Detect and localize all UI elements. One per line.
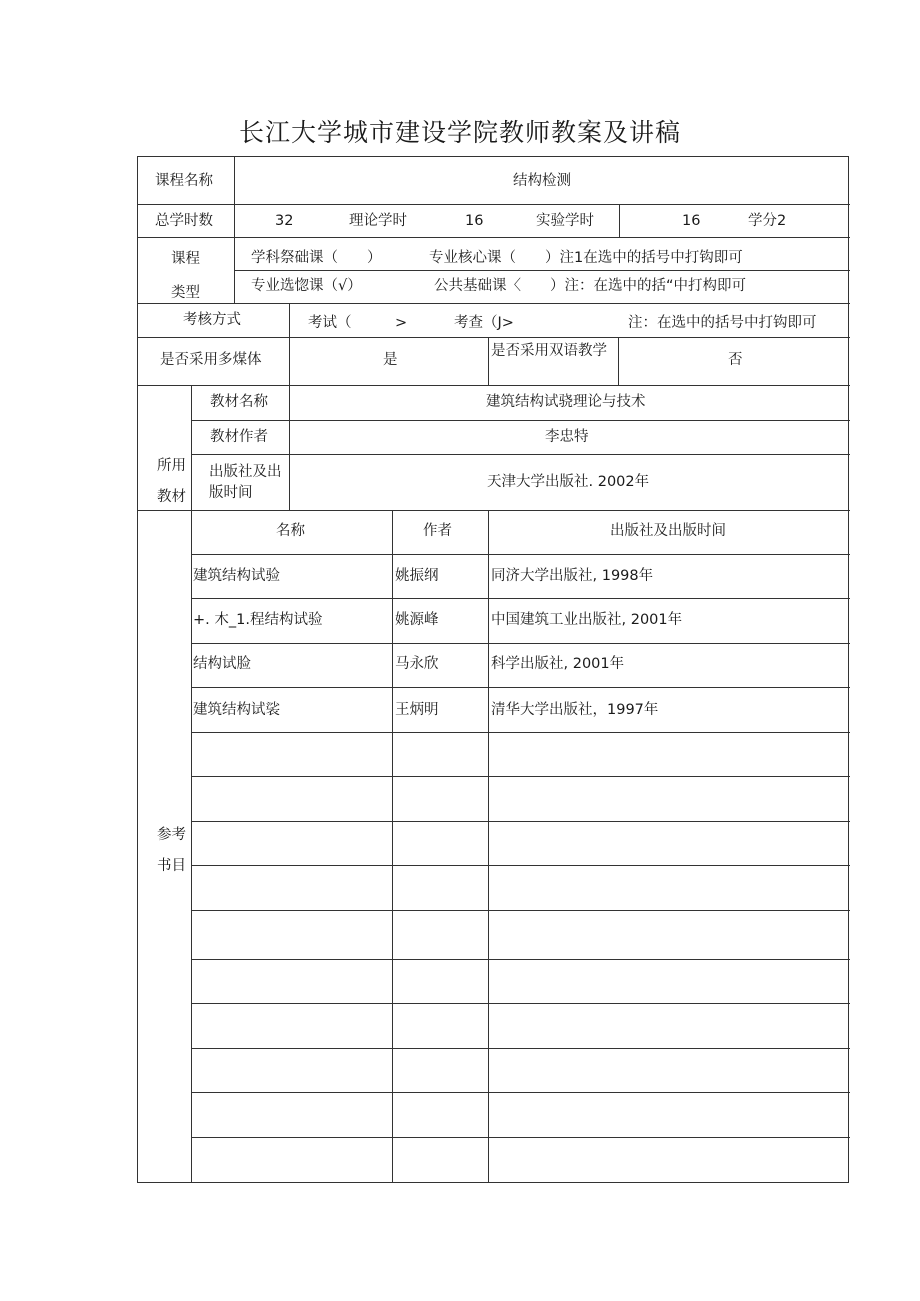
- textbook-name-value: 建筑结构试骁理论与技术: [486, 394, 646, 410]
- reference-row-2-author: 姚源峰: [395, 612, 439, 628]
- assessment-label: 考核方式: [183, 312, 241, 328]
- lesson-plan-table: [137, 156, 849, 1183]
- textbook-section-label-2: 教材: [157, 489, 186, 505]
- bilingual-value: 否: [728, 352, 743, 368]
- textbook-name-label: 教材名称: [210, 394, 268, 410]
- reference-row-1-author: 姚振纲: [395, 568, 439, 584]
- textbook-publisher-value: 天津大学出版社. 2002年: [487, 474, 650, 490]
- course-type-label-2: 类型: [171, 285, 200, 301]
- reference-row-3-author: 马永欣: [395, 656, 439, 672]
- total-hours-label: 总学时数: [155, 213, 213, 229]
- page-title: 长江大学城市建设学院教师教案及讲稿: [238, 118, 681, 147]
- course-name-value: 结构检测: [513, 173, 571, 189]
- course-type-elective: 专业选惚课（√）: [251, 278, 362, 294]
- reference-row-2-title: +. 木_1.程结构试验: [193, 612, 323, 628]
- textbook-author-label: 教材作者: [210, 429, 268, 445]
- reference-row-4-title: 建筑结构试裟: [193, 702, 280, 718]
- reference-row-3-publisher: 科学出版社, 2001年: [491, 656, 625, 672]
- course-name-label: 课程名称: [155, 173, 213, 189]
- reference-row-4-publisher: 清华大学出版社，1997年: [491, 702, 659, 718]
- assessment-check: 考查（J>: [454, 315, 514, 331]
- bilingual-label: 是否采用双语教学: [491, 343, 607, 359]
- reference-row-1-title: 建筑结构试验: [193, 568, 280, 584]
- course-type-public: 公共基础课〈 ）注：在选中的括“中打构即可: [434, 278, 747, 294]
- textbook-publisher-label-2: 版时间: [209, 485, 253, 501]
- textbook-section-label-1: 所用: [157, 458, 186, 474]
- lab-hours-value: 16: [682, 213, 701, 229]
- references-header-name: 名称: [276, 523, 305, 539]
- assessment-exam: 考试（ >: [308, 315, 408, 331]
- reference-row-3-title: 结构试脸: [193, 656, 251, 672]
- theory-hours-value: 16: [465, 213, 484, 229]
- references-header-author: 作者: [423, 523, 452, 539]
- assessment-note: 注：在选中的括号中打钩即可: [628, 315, 817, 331]
- reference-row-1-publisher: 同济大学出版社, 1998年: [491, 568, 654, 584]
- total-hours-value: 32: [275, 213, 294, 229]
- textbook-publisher-label-1: 出版社及出: [209, 464, 282, 480]
- lab-hours-label: 实验学时: [536, 213, 594, 229]
- references-section-label-2: 书目: [157, 858, 186, 874]
- multimedia-value: 是: [383, 352, 398, 368]
- course-type-basic: 学科祭础课（ ）: [251, 250, 382, 266]
- theory-hours-label: 理论学时: [349, 213, 407, 229]
- credit-text: 学分2: [748, 213, 787, 229]
- multimedia-label: 是否采用多煤体: [160, 352, 262, 368]
- reference-row-4-author: 王炳明: [395, 702, 439, 718]
- course-type-label-1: 课程: [171, 251, 200, 267]
- references-header-publisher: 出版社及出版时间: [610, 523, 726, 539]
- reference-row-2-publisher: 中国建筑工业出版社, 2001年: [491, 612, 683, 628]
- textbook-author-value: 李忠特: [545, 429, 589, 445]
- references-section-label-1: 参考: [157, 827, 186, 843]
- course-type-core: 专业核心课（ ）注1在选中的括号中打钩即可: [429, 250, 743, 266]
